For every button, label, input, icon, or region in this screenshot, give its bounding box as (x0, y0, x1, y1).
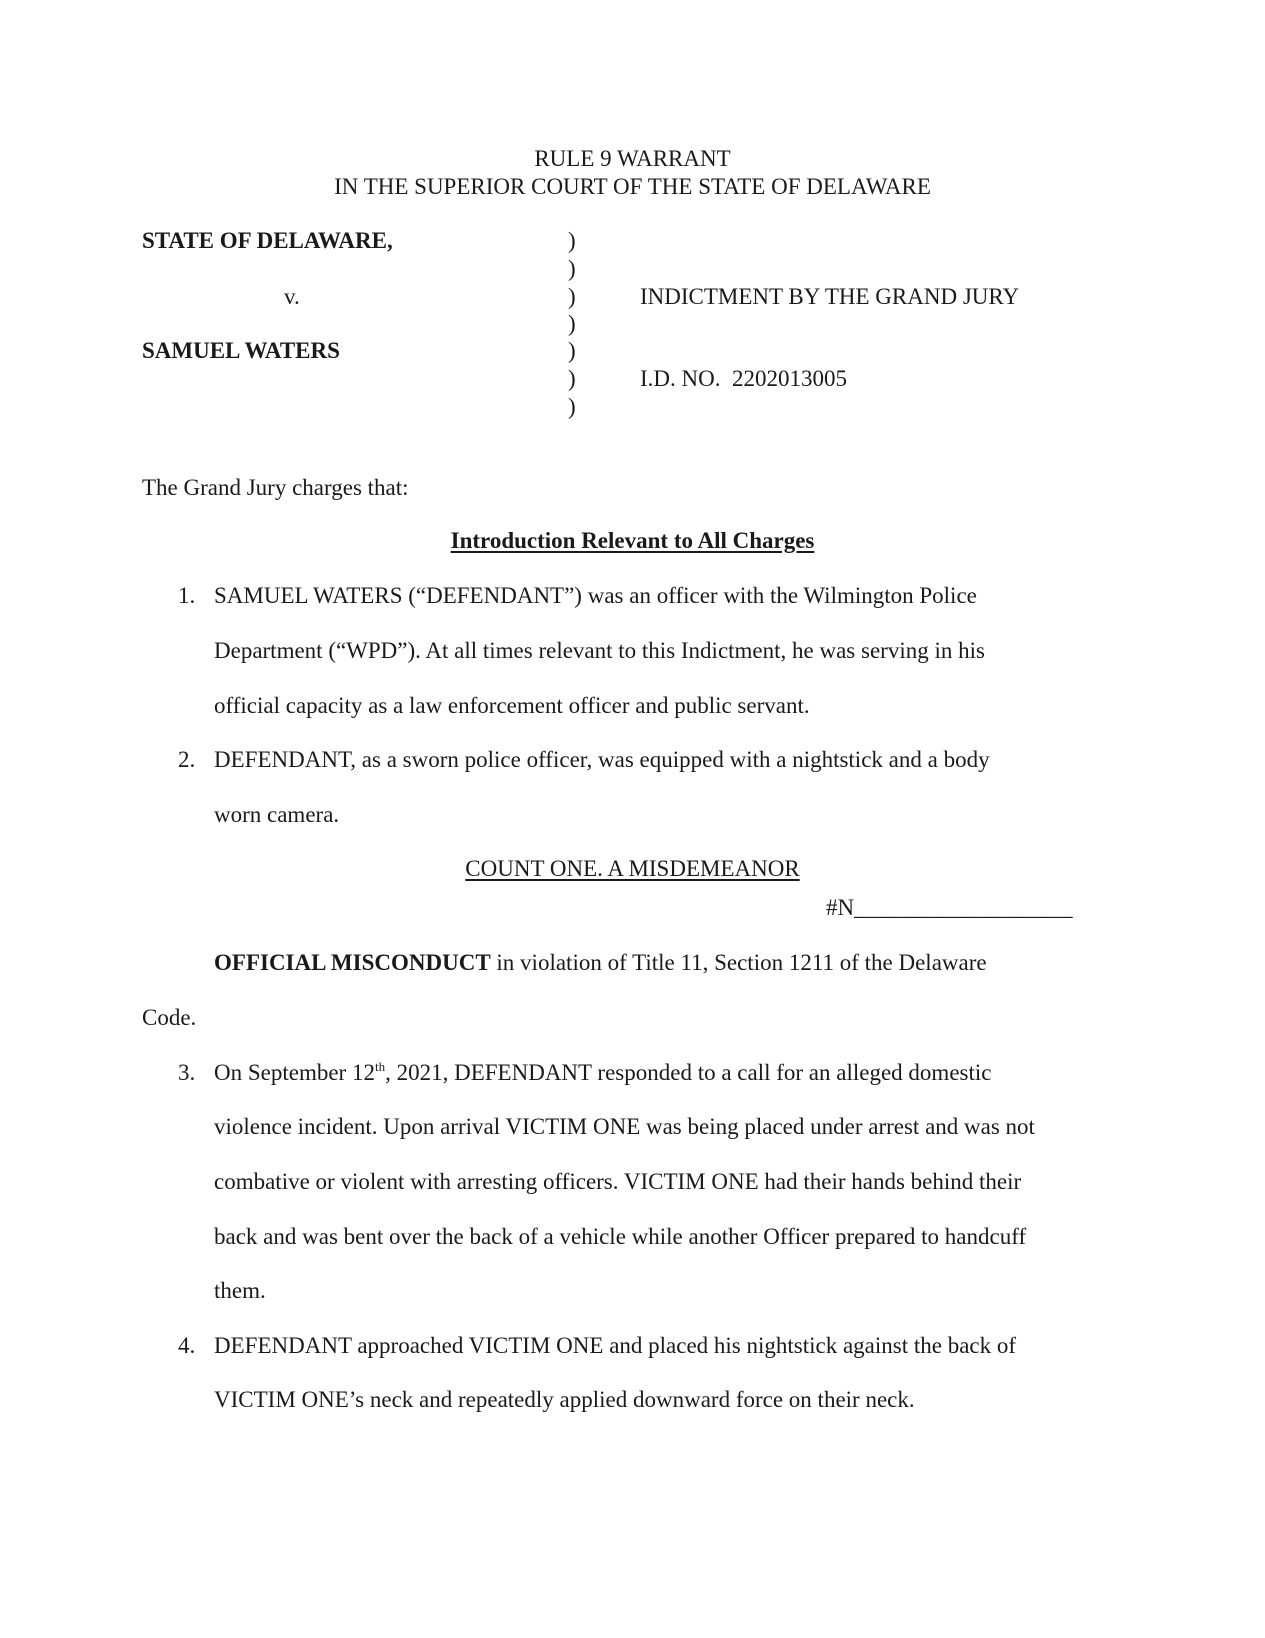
charge-name: OFFICIAL MISCONDUCT (214, 950, 491, 975)
ordinal-suffix: th (374, 1059, 386, 1074)
para-line-start: On September 12 (214, 1060, 375, 1085)
para-line: back and was bent over the back of a vehicle while another Officer prepared to handcuff (214, 1224, 1027, 1249)
para-line: DEFENDANT approached VICTIM ONE and placed his nightstick against the back of (214, 1333, 1017, 1358)
para-number: 3. (178, 1060, 196, 1085)
para-number: 2. (178, 747, 196, 772)
para-line: SAMUEL WATERS (“DEFENDANT”) was an officer with the Wilmington Police (214, 583, 977, 608)
caption-paren: ) (568, 284, 576, 309)
intro-line: The Grand Jury charges that: (142, 475, 409, 500)
document-type: INDICTMENT BY THE GRAND JURY (640, 284, 1020, 309)
versus-label: v. (284, 284, 300, 309)
para-line: VICTIM ONE’s neck and repeatedly applied downward force on their neck. (214, 1387, 915, 1412)
document-title: RULE 9 WARRANT (534, 146, 731, 171)
para-line-end: , 2021, DEFENDANT responded to a call for an alleged domestic (385, 1060, 992, 1085)
para-line: DEFENDANT, as a sworn police officer, was equipped with a nightstick and a body (214, 747, 990, 772)
para-number: 4. (178, 1333, 196, 1358)
case-id (640, 367, 847, 390)
para-line (214, 1061, 991, 1084)
section-heading: Introduction Relevant to All Charges (450, 528, 815, 553)
caption-paren: ) (568, 228, 576, 253)
charge-text: in violation of Title 11, Section 1211 of the Delaware (490, 950, 987, 975)
case-id-label: I.D. NO. (640, 366, 721, 391)
plaintiff-name: STATE OF DELAWARE, (142, 228, 393, 253)
para-line: them. (214, 1278, 266, 1303)
caption-paren: ) (568, 338, 576, 363)
charge-line (214, 951, 987, 974)
para-line: violence incident. Upon arrival VICTIM ONE was being placed under arrest and was not (214, 1114, 1035, 1139)
para-number: 1. (178, 583, 196, 608)
para-line: official capacity as a law enforcement officer and public servant. (214, 693, 810, 718)
para-line: Department (“WPD”). At all times relevant to this Indictment, he was serving in his (214, 638, 985, 663)
caption-paren: ) (568, 311, 576, 336)
caption-paren: ) (568, 256, 576, 281)
case-id-number: 2202013005 (732, 366, 847, 391)
para-line: combative or violent with arresting officers. VICTIM ONE had their hands behind their (214, 1169, 1022, 1194)
para-line: worn camera. (214, 802, 340, 827)
caption-paren: ) (568, 394, 576, 419)
count-number: #N___________________ (826, 895, 1073, 920)
count-heading: COUNT ONE. A MISDEMEANOR (465, 856, 800, 881)
court-name: IN THE SUPERIOR COURT OF THE STATE OF DELAWARE (334, 174, 931, 199)
charge-continued: Code. (142, 1005, 197, 1030)
caption-paren: ) (568, 366, 576, 391)
defendant-name: SAMUEL WATERS (142, 338, 340, 363)
